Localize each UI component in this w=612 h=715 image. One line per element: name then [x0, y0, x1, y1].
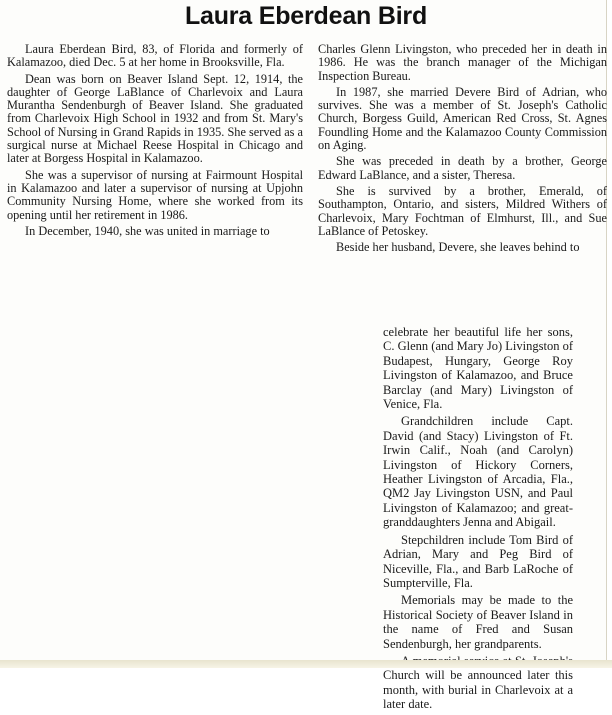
column-2: [318, 43, 607, 257]
paragraph: Charles Glenn Livingston, who preceded her in death in 1986. He was the branch manager of the Michigan Inspection Bureau.: [318, 42, 607, 83]
paragraph: She is survived by a brother, Emerald, of Southampton, Ontario, and sisters, Mildred Withers of Charlevoix, Mary Fochtman of Elmhurst, Ill., and Sue LaBlance of Petoskey.: [318, 183, 607, 238]
column-3: [383, 325, 573, 715]
paragraph: Laura Eberdean Bird, 83, of Florida and formerly of Kalamazoo, died Dec. 5 at her home in Brooksville, Fla.: [7, 42, 303, 70]
paragraph: Beside her husband, Devere, she leaves behind to: [336, 240, 580, 255]
paragraph: In December, 1940, she was united in marriage to: [25, 223, 270, 238]
headline: Laura Eberdean Bird: [184, 2, 428, 30]
paragraph: celebrate her beautiful life her sons, C. Glenn (and Mary Jo) Livingston of Budapest, Hungary, George Roy Livingston of Kalamazoo, and Bruce Barclay (and Mary) Livingston of Venice, Fla.: [383, 325, 573, 412]
paragraph: Dean was born on Beaver Island Sept. 12, 1914, the daughter of George LaBlance of Charlevoix and Laura Murantha Sendenburgh of Beaver Island. She graduated from Charlevoix High School in 1932 and from St. Mary's School of Nursing in Grand Rapids in 1935. She served as a surgical nurse at Michael Reese Hospital in Chicago and later at Borgess Hospital in Kalamazoo.: [7, 71, 303, 166]
column-1: [7, 43, 303, 241]
paragraph: Grandchildren include Capt. David (and Stacy) Livingston of Ft. Irwin Calif., Noah (and Carolyn) Livingston of Hickory Corners, Heather Livingston of Arcadia, Fla., QM2 Jay Livingston USN, and Paul Livingston of Kalamazoo; and great-granddaughters Jenna and Abigail.: [383, 414, 573, 530]
scan-edge: [0, 660, 612, 668]
paragraph: She was a supervisor of nursing at Fairmount Hospital in Kalamazoo and later a supervisor of nursing at Upjohn Community Nursing Home, where she worked from its opening until her retirement in 1986.: [7, 167, 303, 222]
paragraph: Church will be announced later this month, with burial in Charlevoix at a later date.: [383, 668, 573, 712]
paragraph: Memorials may be made to the Historical Society of Beaver Island in the name of Fred and Susan Sendenburgh, her grandparents.: [383, 593, 573, 651]
paragraph: In 1987, she married Devere Bird of Adrian, who survives. She was a member of St. Joseph's Catholic Church, Borgess Guild, American Red Cross, St. Agnes Foundling Home and the Kalamazoo County Commission on Aging.: [318, 84, 607, 153]
paragraph: Stepchildren include Tom Bird of Adrian, Mary and Peg Bird of Niceville, Fla., and Barb LaRoche of Sumpterville, Fla.: [383, 532, 573, 590]
paragraph: She was preceded in death by a brother, George Edward LaBlance, and a sister, Theresa.: [318, 154, 607, 182]
